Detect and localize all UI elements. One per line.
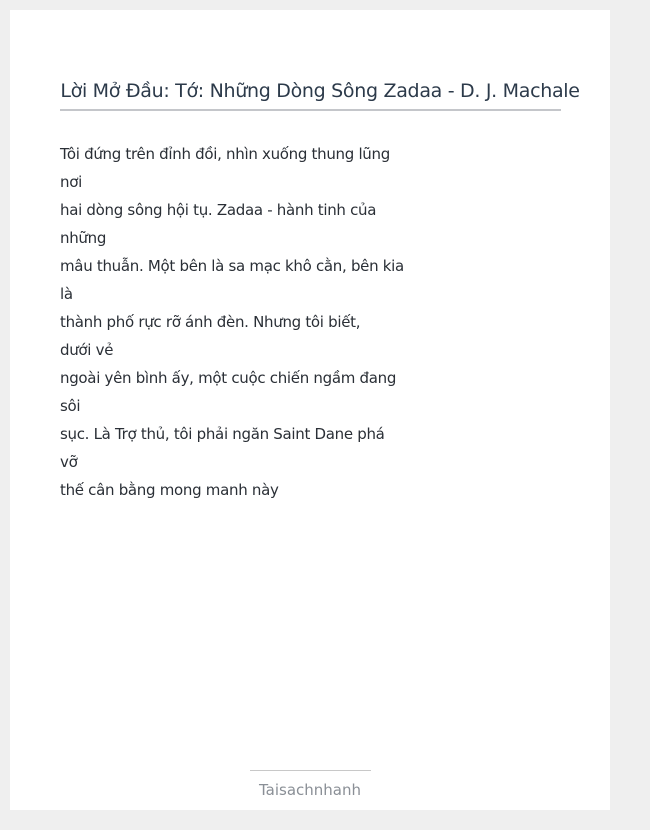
text-line: là bbox=[60, 285, 73, 303]
text-line: vỡ bbox=[60, 453, 78, 471]
text-line: hai dòng sông hội tụ. Zadaa - hành tinh của bbox=[60, 201, 377, 219]
title-divider bbox=[60, 109, 561, 111]
text-line: thế cân bằng mong manh này bbox=[60, 481, 279, 499]
text-line: ngoài yên bình ấy, một cuộc chiến ngầm đang bbox=[60, 369, 397, 387]
footer-divider bbox=[250, 770, 371, 771]
text-line: sục. Là Trợ thủ, tôi phải ngăn Saint Dane phá bbox=[60, 425, 385, 443]
footer-brand: Taisachnhanh bbox=[258, 781, 362, 799]
page-card bbox=[10, 10, 610, 810]
chapter-title: Lời Mở Đầu: Tớ: Những Dòng Sông Zadaa - D. J. Machale bbox=[60, 80, 580, 102]
text-line: mâu thuẫn. Một bên là sa mạc khô cằn, bên kia bbox=[60, 257, 404, 275]
text-line: sôi bbox=[60, 397, 81, 415]
text-line: Tôi đứng trên đỉnh đồi, nhìn xuống thung lũng bbox=[60, 145, 390, 163]
chapter-body bbox=[60, 140, 420, 504]
text-line: nơi bbox=[60, 173, 82, 191]
text-line: thành phố rực rỡ ánh đèn. Nhưng tôi biết, bbox=[60, 313, 361, 331]
text-line: những bbox=[60, 229, 107, 247]
text-line: dưới vẻ bbox=[60, 341, 114, 359]
